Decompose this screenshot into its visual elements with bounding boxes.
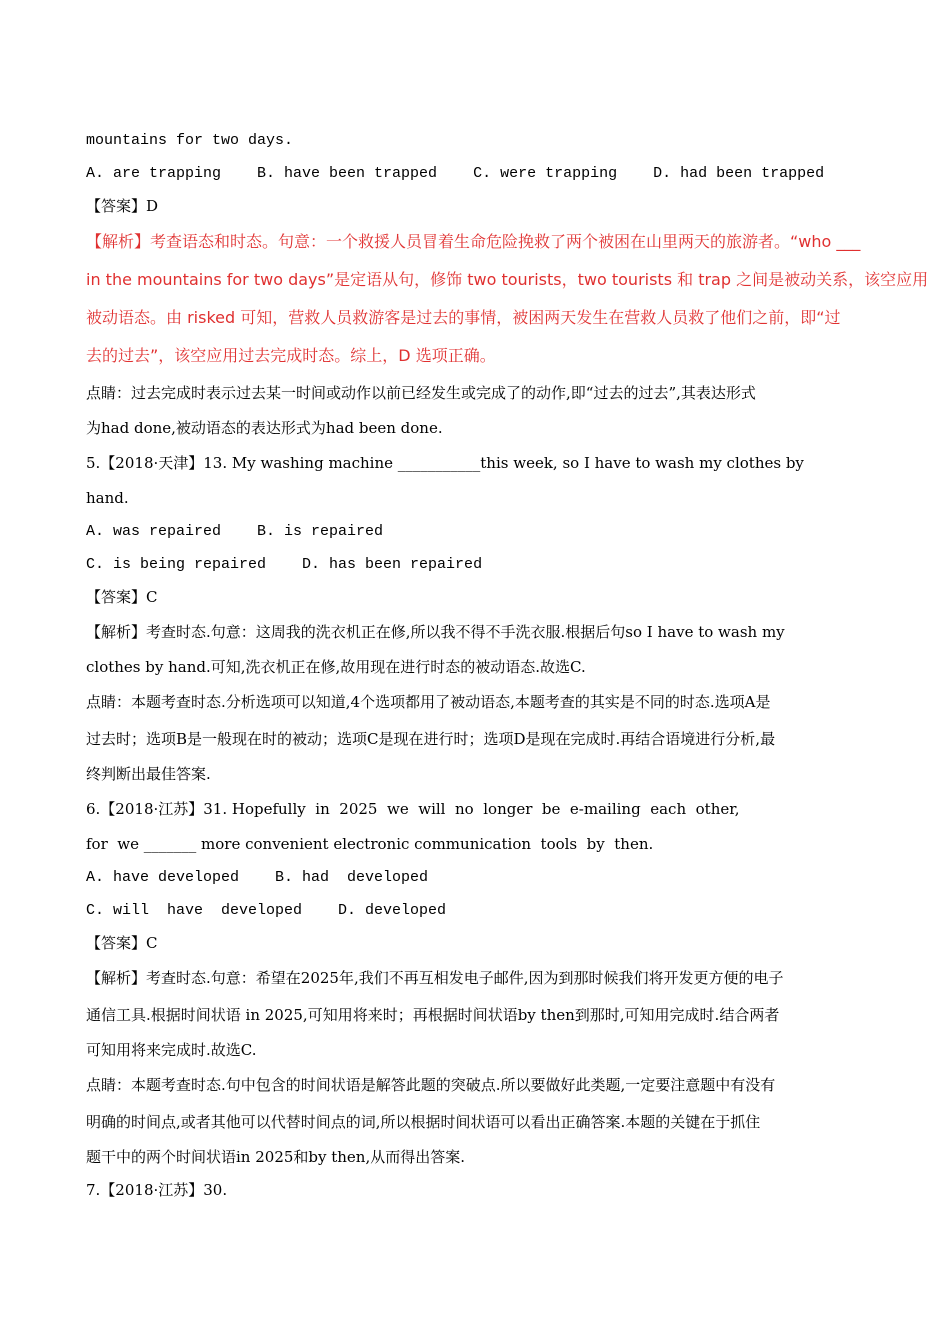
q6-note-line: 题干中的两个时间状语in 2025和by then,从而得出答案.: [86, 1148, 466, 1166]
q5-answer: 【答案】C: [86, 588, 158, 606]
q5-stem-line: hand.: [86, 489, 129, 507]
q6-analysis-line: 可知用将来完成时.故选C.: [86, 1041, 257, 1059]
q6-answer: 【答案】C: [86, 934, 158, 952]
q6-note-line: 点睛：本题考查时态.句中包含的时间状语是解答此题的突破点.所以要做好此类题,一定要注意题中有没有: [86, 1076, 776, 1094]
q6-note: [86, 1067, 871, 1174]
q6-stem-line: for we _______ more convenient electronic communication tools by then.: [86, 835, 654, 853]
q4-analysis-line: 去的过去”，该空应用过去完成时态。综上，D 选项正确。: [86, 346, 496, 365]
q6-note-line: 明确的时间点,或者其他可以代替时间点的词,所以根据时间状语可以看出正确答案.本题的关键在于抓住: [86, 1113, 761, 1131]
q5-note-line: 点睛：本题考查时态.分析选项可以知道,4个选项都用了被动语态,本题考查的其实是不同的时态.选项A是: [86, 693, 771, 711]
q4-note-line: 为had done,被动语态的表达形式为had been done.: [86, 419, 443, 437]
q6-analysis-line: 通信工具.根据时间状语 in 2025,可知用将来时；再根据时间状语by then到那时,可知用完成时.结合两者: [86, 1006, 780, 1024]
q4-analysis: [86, 223, 929, 375]
q6-option-row: C. will have developed D. developed: [86, 902, 447, 919]
q5-stem: [86, 445, 871, 515]
q4-note: [86, 375, 871, 445]
q6-stem-line: 6.【2018·江苏】31. Hopefully in 2025 we will no longer be e-mailing each other,: [86, 800, 740, 818]
q5-option-row: C. is being repaired D. has been repaired: [86, 556, 483, 573]
q4-answer: 【答案】D: [86, 197, 159, 215]
q5-stem-line: 5.【2018·天津】13. My washing machine ___________this week, so I have to wash my clothes by: [86, 454, 804, 472]
q5-note-line: 过去时；选项B是一般现在时的被动；选项C是现在进行时；选项D是现在完成时.再结合语境进行分析,最: [86, 730, 776, 748]
q5-option-row: A. was repaired B. is repaired: [86, 523, 384, 540]
q6-analysis: [86, 960, 871, 1067]
q4-analysis-line: 【解析】考查语态和时态。句意：一个救援人员冒着生命危险挽救了两个被困在山里两天的旅游者。“who ___: [86, 232, 861, 251]
q4-analysis-line: 被动语态。由 risked 可知，营救人员救游客是过去的事情，被困两天发生在营救人员救了他们之前，即“过: [86, 308, 841, 327]
q4-options: A. are trapping B. have been trapped C. were trapping D. had been trapped: [86, 165, 825, 182]
q5-analysis: [86, 614, 871, 684]
q6-stem: [86, 791, 871, 861]
q6-analysis-line: 【解析】考查时态.句意：希望在2025年,我们不再互相发电子邮件,因为到那时候我们将开发更方便的电子: [86, 969, 784, 987]
q7-stem: 7.【2018·江苏】30.: [86, 1181, 228, 1199]
q5-analysis-line: clothes by hand.可知,洗衣机正在修,故用现在进行时态的被动语态.故选C.: [86, 658, 586, 676]
q5-note-line: 终判断出最佳答案.: [86, 765, 211, 783]
q4-note-line: 点睛：过去完成时表示过去某一时间或动作以前已经发生或完成了的动作,即“过去的过去”,其表达形式: [86, 384, 756, 402]
q4-analysis-line: in the mountains for two days”是定语从句，修饰 two tourists，two tourists 和 trap 之间是被动关系，该空应用: [86, 270, 929, 289]
document-page: [86, 124, 929, 1207]
q5-analysis-line: 【解析】考查时态.句意：这周我的洗衣机正在修,所以我不得不手洗衣服.根据后句so I have to wash my: [86, 623, 785, 641]
q5-note: [86, 684, 871, 791]
q6-option-row: A. have developed B. had developed: [86, 869, 429, 886]
q4-stem-tail: mountains for two days.: [86, 132, 294, 149]
